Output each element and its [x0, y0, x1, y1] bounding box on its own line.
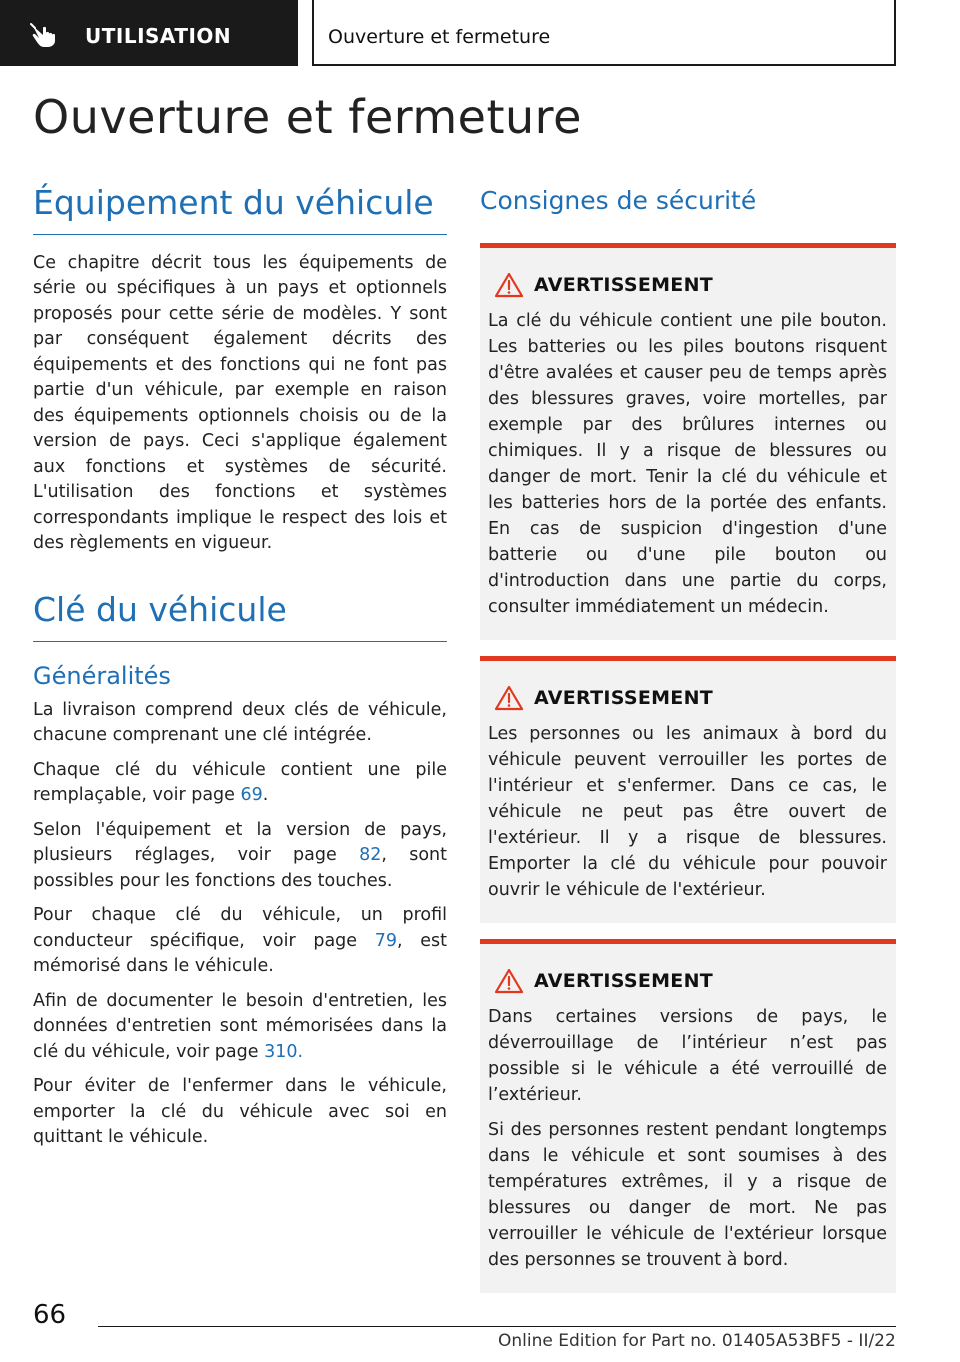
- page-link-82[interactable]: 82: [359, 845, 382, 866]
- key-paragraph-4-text: Pour chaque clé du véhicule, un profil conducteur spécifique, voir page: [33, 905, 447, 951]
- page-link-310[interactable]: 310.: [264, 1041, 304, 1062]
- warning-title: AVERTISSEMENT: [534, 970, 714, 992]
- warning-box-2: [480, 656, 896, 923]
- warning-box-3: [480, 939, 896, 1293]
- key-paragraph-2: [33, 758, 447, 809]
- page-number: 66: [33, 1300, 67, 1330]
- warning-text: Dans certaines versions de pays, le déverrouillage de l’intérieur n’est pas possible si le véhicule a été verrouillé de l’extérieur.: [488, 1007, 887, 1105]
- key-paragraph-2-text: Chaque clé du véhicule contient une pile remplaçable, voir page: [33, 759, 447, 806]
- key-heading: Clé du véhicule: [33, 591, 447, 642]
- hand-pointer-icon: [30, 22, 64, 48]
- general-subheading: Généralités: [33, 661, 171, 690]
- page-link-69[interactable]: 69: [240, 785, 263, 806]
- left-column: [33, 180, 447, 1151]
- key-paragraph-3-text: Selon l'équipement et la version de pays, plusieurs réglages, voir page: [33, 819, 447, 866]
- warning-triangle-icon: [494, 968, 524, 994]
- warning-triangle-icon: [494, 272, 524, 298]
- equipment-paragraph: Ce chapitre décrit tous les équipements de série ou spécifiques à un pays et optionnels proposés pour cette série de modèles. Y sont par conséquent également décrits des équipements et des fonctions qui ne font pas partie d'un véhicule, par exemple en raison des équipements optionnels choisis ou de la version de pays. Ceci s'applique également aux fonctions et systèmes de sécurité. L'utilisation des fonctions et systèmes correspondants implique le respect des lois et des règlements en vigueur.: [33, 252, 447, 554]
- key-paragraph-3-end: , sont possibles pour les fonctions des touches.: [33, 845, 447, 891]
- warning-triangle-icon: [494, 685, 524, 711]
- key-paragraph-4: [33, 903, 447, 980]
- key-paragraph-2-end: .: [262, 785, 269, 806]
- warning-box-1: [480, 243, 896, 640]
- key-paragraph-6: Pour éviter de l'enfermer dans le véhicule, emporter la clé du véhicule avec soi en quittant le véhicule.: [33, 1076, 447, 1148]
- subsection-label: Ouverture et fermeture: [328, 26, 551, 48]
- page-header: [0, 0, 960, 66]
- section-label: UTILISATION: [85, 24, 232, 48]
- footer-divider: [98, 1326, 896, 1327]
- page-title: Ouverture et fermeture: [33, 90, 582, 144]
- warning-text: Si des personnes restent pendant longtemps dans le véhicule et sont soumises à des températures extrêmes, il y a risque de blessures ou danger de mort. Ne pas verrouiller le véhicule de l'extérieur lorsque des personnes se trouvent à bord.: [488, 1120, 887, 1270]
- key-paragraph-5-text: Afin de documenter le besoin d'entretien, les données d'entretien sont mémorisées dans la clé du véhicule, voir page: [33, 990, 447, 1062]
- warning-header: [488, 968, 887, 994]
- equipment-heading: Équipement du véhicule: [33, 180, 447, 235]
- page-link-79[interactable]: 79: [374, 930, 398, 951]
- warning-title: AVERTISSEMENT: [534, 687, 714, 709]
- warning-text: La clé du véhicule contient une pile bouton. Les batteries ou les piles boutons risquent d'être avalées et causer peu de temps après des blessures graves, voire mortelles, par exemple par des brûlures internes ou chimiques. Il y a risque de blessures ou danger de mort. Tenir la clé du véhicule et les batteries hors de la portée des enfants. En cas de suspicion d'ingestion d'une batterie ou d'une pile bouton ou d'introduction dans une partie du corps, consulter immédiatement un médecin.: [488, 311, 887, 617]
- section-tab: [0, 0, 298, 66]
- safety-heading: Consignes de sécurité: [480, 186, 757, 215]
- warning-text: Les personnes ou les animaux à bord du véhicule peuvent verrouiller les portes de l'intérieur et s'enfermer. Dans ce cas, le véhicule ne peut pas être ouvert de l'extérieur. Il y a risque de blessures. Emporter la clé du véhicule pour pouvoir ouvrir le véhicule de l'extérieur.: [488, 724, 887, 900]
- subsection-tab: [312, 0, 896, 66]
- key-paragraph-5: [33, 989, 447, 1066]
- warning-header: [488, 272, 887, 298]
- key-paragraph-4-end: , est mémorisé dans le véhicule.: [33, 930, 448, 977]
- right-column: [480, 180, 896, 1293]
- warning-header: [488, 685, 887, 711]
- key-paragraph-1: La livraison comprend deux clés de véhicule, chacune comprenant une clé intégrée.: [33, 699, 447, 746]
- warning-title: AVERTISSEMENT: [534, 274, 714, 296]
- key-paragraph-3: [33, 818, 447, 895]
- footer-edition: Online Edition for Part no. 01405A53BF5 - II/22: [498, 1331, 896, 1351]
